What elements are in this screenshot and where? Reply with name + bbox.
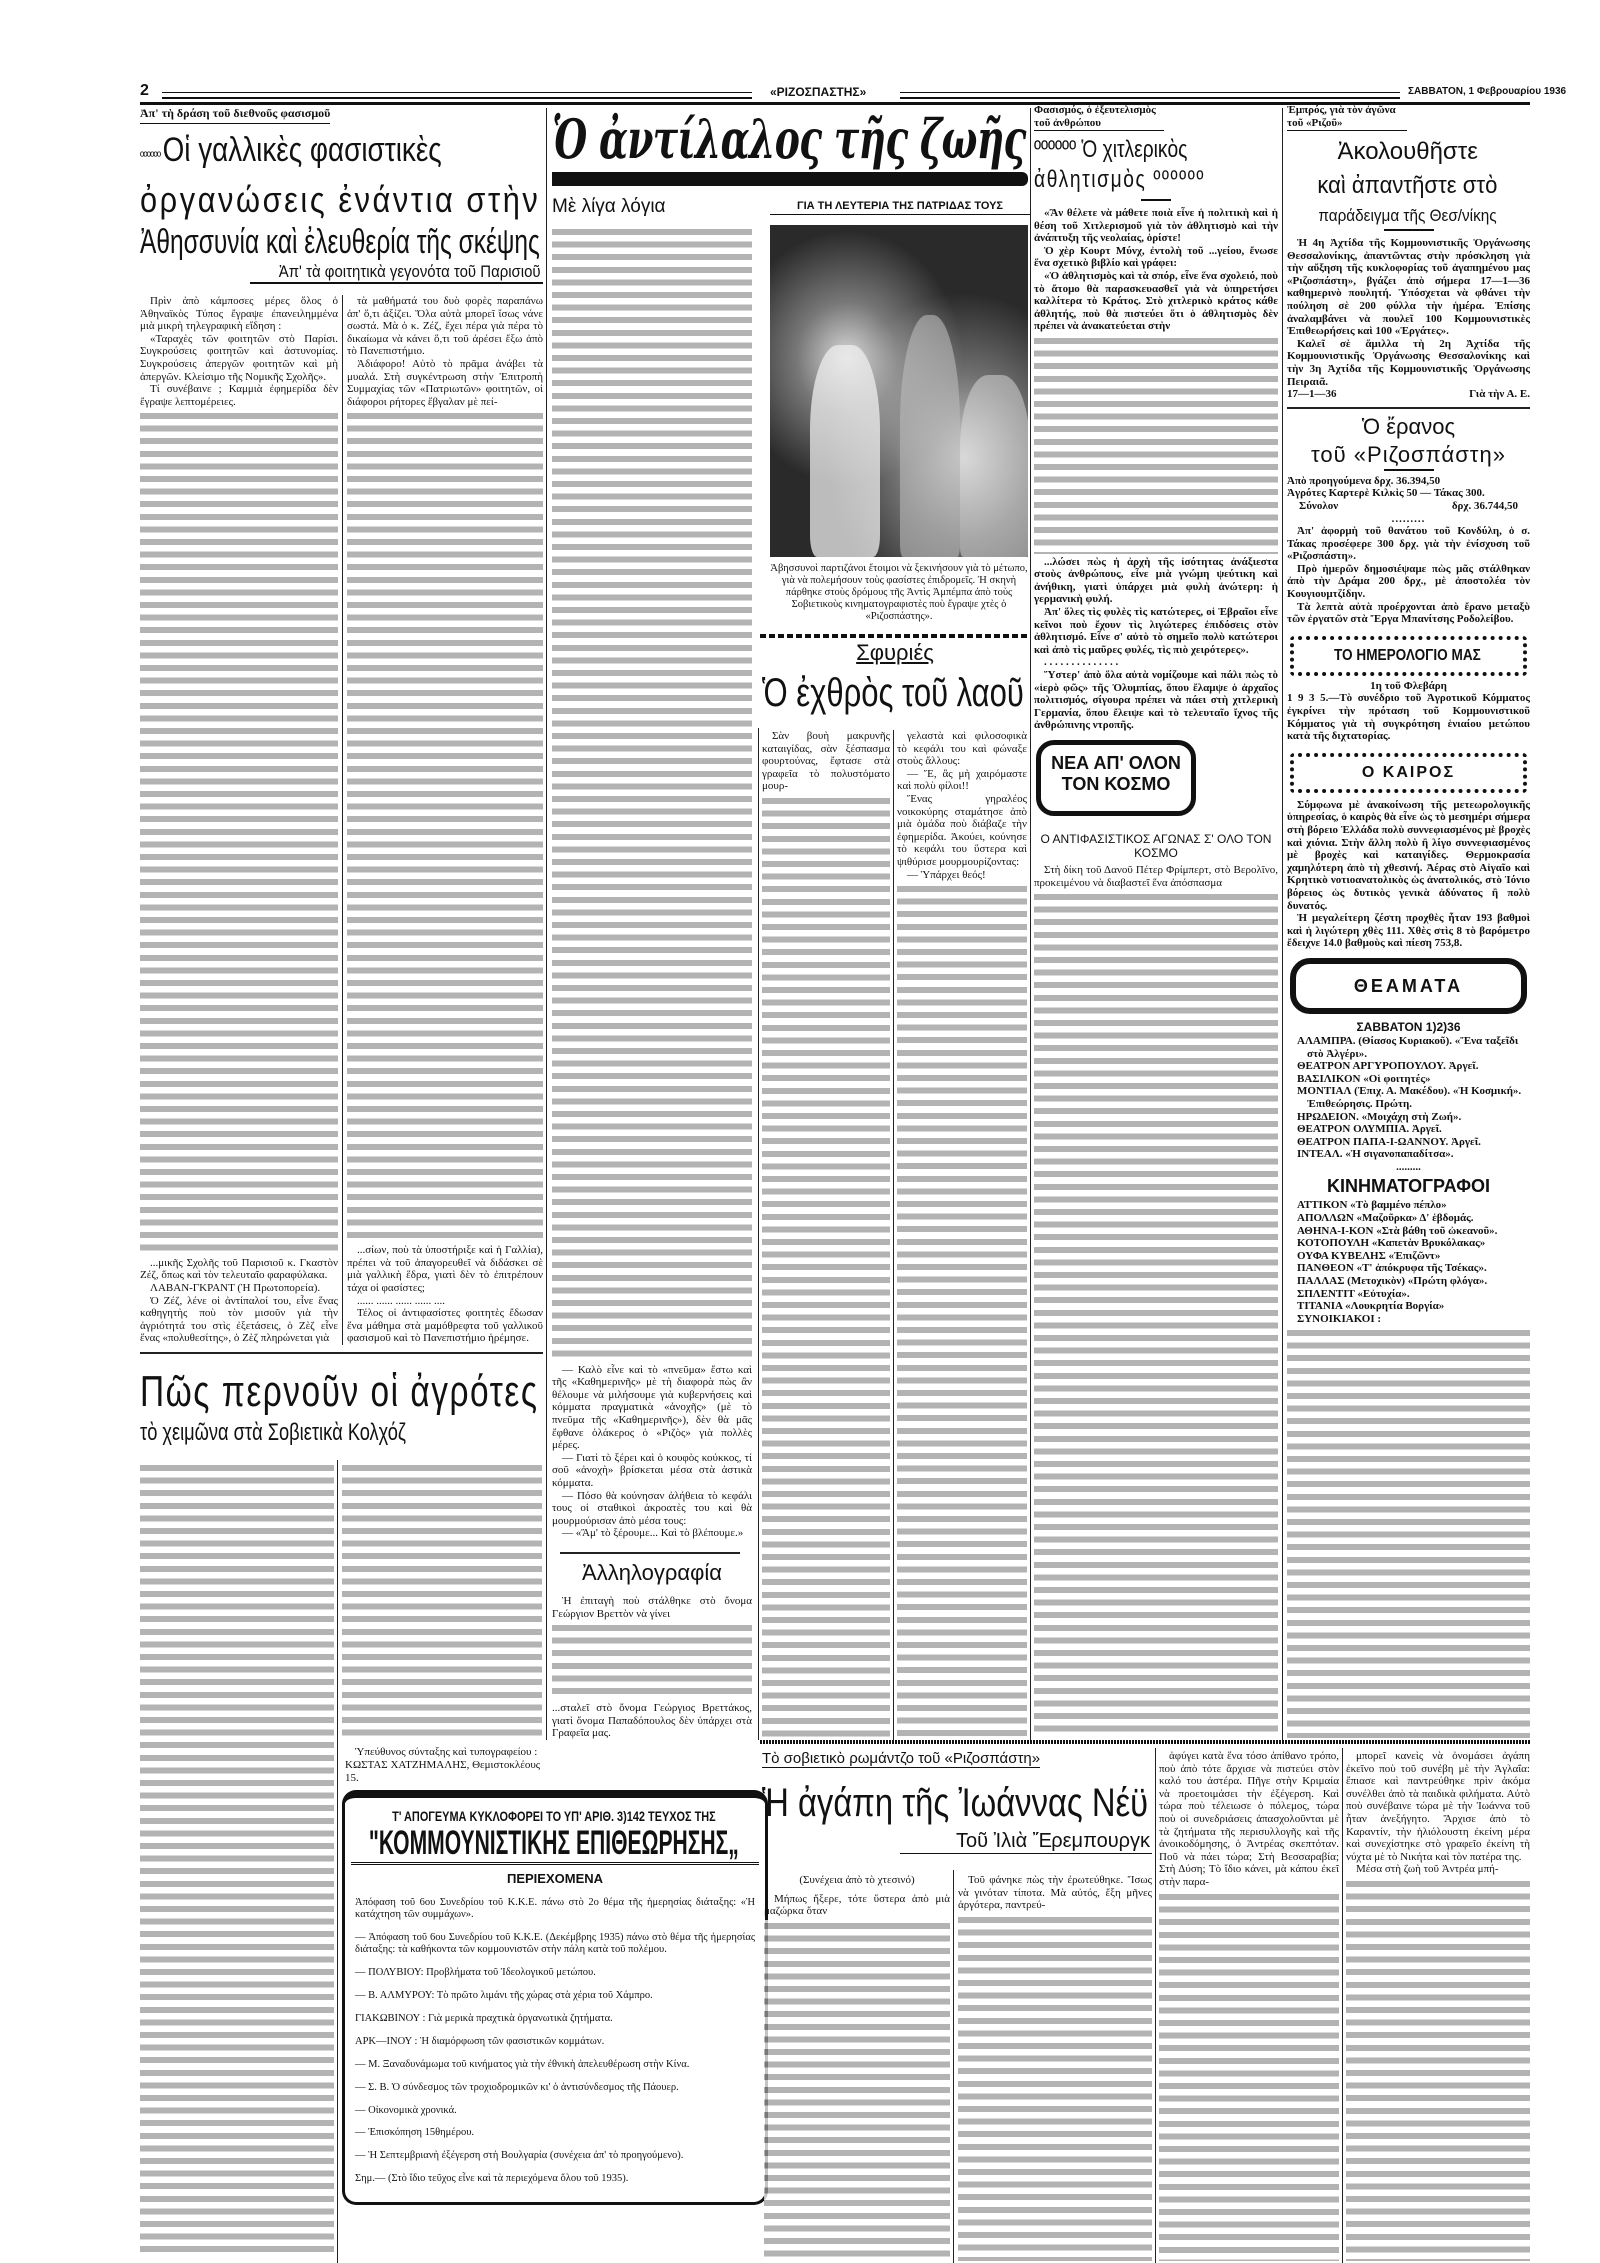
enemy-kicker: Σφυριές [856, 640, 934, 665]
novel-author-row [900, 1830, 1152, 1854]
list-item: ΑΤΤΙΚΟΝ «Τὸ βαμμένο πέπλο» [1297, 1199, 1447, 1212]
list-item: ΙΝΤΕΑΛ. «Ἡ σιγανοπαπαδίτσα». [1297, 1148, 1454, 1161]
headline-line-wrap [140, 128, 442, 178]
advert-contents [345, 1897, 765, 2203]
paragraph: — Ὑπάρχει θεός! [907, 868, 986, 881]
paragraph: Στὴ δίκη τοῦ Δανοῦ Πέτερ Φρίμπερτ, στὸ Βερολῖνο, προκειμένου νὰ διαβαστεῖ ἕνα ἀπόσπασμα [1034, 864, 1278, 889]
paragraph-group [897, 730, 1027, 881]
photo-figure [960, 375, 1028, 557]
calendar-box [1290, 636, 1527, 676]
paragraph-group [1287, 1035, 1530, 1161]
paragraph: Ἕνας γηραλέος νοικοκύρης σταμάτησε ἀπὸ μιὰ ὁμάδα ποὺ διάβαζε τὴν ἐφημερίδα. Ἀκούει, κούνησε τὸ κεφάλι του ὕστερα καὶ ψιθύρισε μουρμουρίζοντας: [897, 792, 1027, 868]
text-body [1159, 1891, 1339, 2261]
paragraph: τὰ μαθήματά του δυὸ φορὲς παραπάνω ἀπ' ὅ,τι ἀξίζει. Ὅλα αὐτὰ μπορεῖ ἴσως νάνε σωστά. Μὰ ὁ κ. Ζέζ, ἔχει πέρα γιὰ πέρα τὸ δικαίωμα νὰ κάνει ὅ,τι τοῦ ἀρέσει ἔξω ἀπὸ τὸ Πανεπιστήμιο. [347, 295, 543, 358]
novel-col4 [1346, 1750, 1530, 2263]
list-item: ΘΕΑΤΡΟΝ ΟΛΥΜΠΙΑ. Ἀργεῖ. [1297, 1123, 1442, 1136]
page-header [140, 82, 1567, 105]
paragraph: — «Ἄμ' τὸ ξέρουμε... Καὶ τὸ βλέπουμε.» [562, 1527, 744, 1540]
title-rule [1384, 469, 1434, 471]
photo-heading: ΓΙΑ ΤΗ ΛΕΥΤΕΡΙΑ ΤΗΣ ΠΑΤΡΙΔΑΣ ΤΟΥΣ [770, 200, 1030, 215]
advert-line-1-row [351, 1808, 759, 1824]
paragraph-group [958, 1874, 1152, 1912]
masthead: «ΡΙΖΟΣΠΑΣΤΗΣ» [770, 85, 867, 99]
paragraph-group [1034, 556, 1278, 732]
paragraph: Ὁ Ζέζ, λένε οἱ ἀντίπαλοί του, εἶνε ἕνας καθηγητὴς ποὺ τὸν μισοῦν γιὰ τὴν ἀγριότητά του στὶς ἐξετάσεις, ὁ Ζὲζ εἶνε ἕνας «πολυθεσίτης», ὁ Ζὲζ πληρώνεται γιὰ [140, 1294, 338, 1345]
paragraph: μπορεῖ κανεὶς νὰ ὀνομάσει ἀγάπη ἐκεῖνο ποὺ τοῦ συνέβη μὲ τὴν Ἀγλαΐα: ἔπιασε καὶ παντρεύθηκε πρὶν ἀκόμα συνέλθει ἀπὸ τὰ παιδικὰ φιλήματα. Αὐτὸ ποὺ συνέβαινε τώρα μὲ τὴν Ἰωάννα τοῦ ἦταν ἀνεξήγητο. Ἄρχισε ἀπὸ τὸ Καραντίν, τὴν ἡλιόλουστη ἐκείνη μέρα καὶ συνεχίστηκε στὸ γραφεῖο ἐκείνη τὴ νύχτα μὲ τὸ Νικήτα καὶ τὸν πατέρα της. [1346, 1750, 1530, 1863]
calendar-text: 1 9 3 5.—Τὸ συνέδριο τοῦ Ἀγροτικοῦ Κόμματος ἐγκρίνει τὴν πρόταση τοῦ Κομμουνιστικοῦ Κόμματος γιὰ τὴ συγκρότηση ἑνιαίου μετώπου κατὰ τῆς διχτατορίας. [1287, 692, 1530, 743]
text-body [897, 883, 1027, 1738]
correspondence-col [552, 1595, 752, 1740]
paragraph: ΛΑΒΑΝ-ΓΚΡΑΝΤ (Ἡ Πρωτοπορεία). [150, 1282, 321, 1295]
paragraph-group [762, 730, 890, 793]
column-rule [758, 728, 759, 1740]
paragraph: Ἀπόφαση τοῦ 6ου Συνεδρίου τοῦ Κ.Κ.Ε. πάνω στὸ 2ο θέμα τῆς ἡμερησίας διάταξης: «Ἡ κατάχτηση τῶν συμμάχων». [355, 1896, 755, 1920]
photo-figure [900, 315, 960, 557]
paragraph: Τέλος οἱ ἀντιφασίστες φοιτητὲς ἔδωσαν ἕνα μάθημα στὰ μαμόθρεφτα τοῦ γαλλικοῦ φασισμοῦ καὶ τὸ Πανεπιστήμιο ἡρέμησε. [347, 1307, 543, 1345]
list-item: ΑΠΟΛΛΩΝ «Μαζοῦρκα» Δ' ἑβδομάς. [1297, 1212, 1474, 1225]
imprint: Ὑπεύθυνος σύνταξης καὶ τυπογραφείου : ΚΩΣΤΑΣ ΧΑΤΖΗΜΑΛΗΣ, Θεμιστοκλέους 15. [345, 1746, 541, 1784]
paragraph: Σύμφωνα μὲ ἀνακοίνωση τῆς μετεωρολογικῆς ὑπηρεσίας, ὁ καιρὸς θὰ εἶνε ὡς τὸ μεσημέρι σήμερα στὴ βόρειο Ἑλλάδα πολὺ συννεφιασμένος μὲ βροχὲς καὶ χιόνια. Στὴν ἄλλη πολὺ ἢ λίγο συννεφιασμένος μὲ βροχὲς καὶ καταιγίδες. Θερμοκρασία χαμηλότερη ἀπὸ τὴ χθεσινή. Ἀέρας στὸ Αἰγαῖο καὶ Κρητικὸ νοτιοανατολικὸς ὡς ἀνατολικός, στὸ Ἰόνιο βόρειος ὡς δυτικὸς γενικὰ ἀδύνατος ἢ πολὺ δυνατός. [1287, 798, 1530, 912]
french-article-kicker: Ἀπ' τὴ δράση τοῦ διεθνοῦς φασισμοῦ [140, 106, 330, 124]
paragraph: — Μ. Ξαναδυνάμωμα τοῦ κινήματος γιὰ τὴν ἐθνικὴ ἀπελευθέρωση στὴν Κίνα. [355, 2058, 690, 2070]
kolkhoz-col2 [342, 1460, 542, 1738]
headline-line: τὸ χειμῶνα στὰ Σοβιετικὰ Κολχόζ [140, 1419, 406, 1446]
paragraph: — Καλὸ εἶνε καὶ τὸ «πνεῦμα» ἔστω καὶ τῆς «Καθημερινῆς» μὲ τὴ διαφορὰ πὼς ἂν θέλουμε νὰ μιλήσουμε γιὰ κυβερνήσεις καὶ κόμματα πραγματικὰ «ἀνοχῆς» (μὲ τὸ πνεῦμα τῆς «Καθημερινῆς»), δὲν θὰ μᾶς ἔφθανε ὁλάκερος ὁ «Ριζὸς» γιὰ πολλὲς μέρες. [552, 1363, 752, 1452]
header-rule-right [900, 92, 1400, 99]
section-rule [1287, 407, 1530, 409]
list-item: ΘΕΑΤΡΟΝ ΠΑΠΑ-Ι-ΩΑΝΝΟΥ. Ἀργεῖ. [1297, 1135, 1481, 1148]
paragraph: «Ὁ ἀθλητισμὸς καὶ τὰ σπόρ, εἶνε ἕνα σχολειό, ποὺ τὸ ἄτομο θὰ παρασκευασθεῖ γιὰ νὰ ὑπηρετήσει καλλίτερα τὸ Κράτος. Στὸ χιτλερικὸ κράτος κάθε ἀθλητής, ποὺ θὰ πιστεύει ὅτι ὁ ἀθλητισμὸς δὲν πρέπει νὰ ἀνακατεύεται στὴν [1034, 269, 1278, 333]
dots-separator: ......... [1396, 1160, 1421, 1173]
main-title-text: Ὁ ἀντίλαλος τῆς ζωῆς [552, 107, 1026, 171]
french-article-headline [140, 128, 542, 262]
fund-total-label: Σύνολον [1299, 499, 1339, 512]
paragraph: Τί συνέβαινε ; Καμμιὰ ἐφημερίδα δὲν ἔγραψε λεπτομέρειες. [140, 383, 338, 408]
text-body [552, 226, 752, 1362]
short-words-title: Μὲ λίγα λόγια [552, 196, 666, 217]
main-title-row [552, 104, 1028, 174]
text-body [1034, 891, 1278, 1738]
fund-body [1287, 475, 1530, 626]
headline-line: Πῶς περνοῦν οἱ ἀγρότες [140, 1367, 539, 1416]
text-body [958, 1914, 1152, 2261]
paragraph: — Γιατὶ τὸ ξέρει καὶ ὁ κουφὸς κούκκος, τί σοῦ «ἀνοχὴ» βρίσκεται μέσα στὰ ἀστικὰ κόμματα. [552, 1451, 752, 1490]
weather-title: Ο ΚΑΙΡΟΣ [1361, 763, 1456, 781]
section-rule [560, 1552, 740, 1554]
ornament-circles: ºººººº [140, 148, 163, 164]
paragraph: Ὕστερ' ἀπὸ ὅλα αὐτὰ νομίζουμε καὶ πάλι πὼς τὸ «ἱερὸ φῶς» τῆς Ὀλυμπίας, ὅπου ἔλαμψε ὁ ἀρχαῖος πολιτισμός, σίγουρα πρέπει νὰ πάει στὴ χιτλερικὴ Γερμανία, ὅπου ἔλειψε καὶ τὸ τελευταῖο ἴχνος τῆς ἀνθρώπινης ντροπῆς. [1034, 669, 1278, 732]
paragraph: — Β. ΑΛΜΥΡΟΥ: Τὸ πρῶτο λιμάνι τῆς χώρας στὰ χέρια τοῦ Χάμπρο. [355, 1990, 653, 2002]
paragraph: — Ἔ, ἂς μὴ χαιρόμαστε καὶ πολὺ φίλοι!! [897, 767, 1027, 793]
list-item: ΗΡΩΔΕΙΟΝ. «Μοιχάχη στὴ Ζωή». [1297, 1110, 1462, 1123]
french-article-col1 [140, 295, 338, 1345]
advert-contents-title: ΠΕΡΙΕΧΟΜΕΝΑ [506, 1871, 604, 1886]
cinemas-title: ΚΙΝΗΜΑΤΟΓΡΑΦΟΙ [1327, 1176, 1490, 1197]
enemy-title: Ὁ ἐχθρὸς τοῦ λαοῦ [762, 671, 1024, 715]
paragraph-group [140, 1257, 338, 1345]
paragraph-group [1287, 525, 1530, 626]
title-row [1287, 169, 1530, 203]
headline-row [140, 128, 542, 178]
paragraph-group [1287, 1199, 1530, 1325]
list-item: ΠΑΛΛΑΣ (Μετοχικὸν) «Πρώτη φλόγα». [1297, 1275, 1488, 1288]
paragraph-group [1034, 207, 1278, 333]
list-item: ΒΑΣΙΛΙΚΟΝ «Οἱ φοιτητές» [1297, 1072, 1431, 1085]
text-body [764, 1920, 950, 2261]
column-rule [337, 1460, 338, 2263]
paragraph: Τοῦ φάνηκε πὼς τὴν ἐρωτεύθηκε. Ἴσως νὰ γινόταν τίποτα. Μὰ αὐτός, ἕξη μῆνες ἀργότερα, παντρεύ- [958, 1874, 1152, 1912]
paragraph: ...σταλεῖ στὸ ὄνομα Γεώργιος Βρεττάκος, γιατὶ ὄνομα Παπαδόπουλος δὲν ὑπάρχει στὰ Γραφεῖα μας. [552, 1702, 752, 1740]
text-body [347, 410, 543, 1242]
fund-total [1287, 500, 1530, 513]
calendar-title: ΤΟ ΗΜΕΡΟΛΟΓΙΟ ΜΑΣ [1333, 646, 1481, 664]
paragraph: Ὁ χὲρ Κουρτ Μύνχ, ἐντολὴ τοῦ ...γείου, ἔνωσε ἕνα σχετικὸ βιβλίο καὶ γράφει: [1034, 244, 1278, 270]
novel-top-rule [760, 1740, 1530, 1744]
paragraph: Ἀδιάφορο! Αὐτὸ τὸ πρᾶμα ἀνάβει τὰ μυαλά. Στὴ συγκέντρωση στὴν Ἐπιτροπὴ Συμμαχίας τῶν «Πατριωτῶν» φοιτητῶν, οἱ διάφοροι ρήτορες ἔβγαλαν μὲ πεί- [347, 357, 543, 408]
enemy-col1 [762, 730, 890, 1740]
paragraph-group [1346, 1750, 1530, 1876]
column-rule [893, 730, 894, 1740]
paragraph-group [1159, 1750, 1339, 1889]
fund-entries: Ἀγρότες Καρτερὲ Κιλκὶς 50 — Τάκας 300. [1287, 487, 1485, 500]
weather-box [1290, 753, 1527, 793]
paragraph-group [347, 295, 543, 408]
page-number: 2 [140, 82, 149, 99]
fund-total-value: δρχ. 36.744,50 [1451, 499, 1518, 512]
text-body [552, 1622, 752, 1700]
text-body [1287, 1327, 1530, 1738]
calendar-date: 1η τοῦ Φλεβάρη [1370, 679, 1447, 692]
novel-col1 [764, 1874, 950, 2263]
dots-separator: ......... [1391, 512, 1426, 525]
paragraph-group [1287, 799, 1530, 950]
world-news-section [1034, 832, 1278, 1740]
text-body [140, 410, 338, 1255]
issue-date: ΣΑΒΒΑΤΟΝ, 1 Φεβρουαρίου 1936 [1408, 86, 1567, 97]
novel-title-row [762, 1778, 1150, 1828]
kicker-text: Ἐμπρός, γιὰ τὸν ἀγῶνα τοῦ «Ριζοῦ» [1287, 104, 1396, 129]
right-column [1287, 104, 1530, 1740]
world-news-box [1036, 740, 1196, 816]
column-rule [1030, 108, 1031, 1740]
text-body [1346, 1878, 1530, 2261]
headline-line: Ἀθησσυνία καὶ ἐλευθερία τῆς σκέψης [140, 223, 540, 261]
column-rule [1155, 1748, 1156, 2263]
paragraph: Πρὸ ἡμερῶν δημοσιέψαμε πὼς μᾶς στάλθηκαν ἀπὸ τὴν Δράμα 200 δρχ., μὲ ἀποστολέα τὸν Κουγιουμτζίδην. [1287, 562, 1530, 601]
list-item: ΜΟΝΤΙΑΛ (Ἐπιχ. Α. Μακέδου). «Ἡ Κοσμική». Ἐπιθεώρησις. Πρώτη. [1297, 1085, 1522, 1110]
paragraph: Μέσα στὴ ζωὴ τοῦ Ἀντρέα μπή- [1356, 1863, 1499, 1876]
column-rule [1282, 108, 1283, 1740]
paragraph: Ἡ μεγαλείτερη ζέστη προχθὲς ἦταν 193 βαθμοὶ καὶ ἡ λιγώτερη χθὲς 111. Χθὲς στὶς 8 τὸ βαρόμετρο ἔδειχνε 14.0 βαθμοὺς καὶ πίεση 753,8. [1287, 912, 1530, 950]
paragraph: γελαστὰ καὶ φιλοσοφικὰ τὸ κεφάλι του καὶ φώναξε στοὺς ἄλλους: [897, 730, 1027, 768]
hitler-body [1034, 207, 1278, 732]
title-line: ἀθλητισμὸς ºººººº [1034, 166, 1205, 193]
advert-box [342, 1790, 768, 2205]
title-rule [1141, 199, 1171, 201]
hitler-section [1034, 104, 1278, 732]
title-row [1034, 135, 1278, 165]
list-item: ΘΕΑΤΡΟΝ ΑΡΓΥΡΟΠΟΥΛΟΥ. Ἀργεῖ. [1297, 1060, 1479, 1073]
hitler-kicker [1034, 104, 1164, 131]
novel-continued: (Συνέχεια ἀπὸ τὸ χτεσινό) [799, 1874, 915, 1886]
paragraph-group [140, 295, 338, 408]
paragraph: — Πόσο θὰ κούνησαν ἀλήθεια τὸ κεφάλι τους οἱ σταθικοὶ ἀκροατὲς του καὶ θὰ μουρμούρισαν ἀπὸ μέσα τους: [552, 1489, 752, 1527]
world-news-subhead: Ο ΑΝΤΙΦΑΣΙΣΤΙΚΟΣ ΑΓΩΝΑΣ Σ' ΟΛΟ ΤΟΝ ΚΟΣΜΟ [1040, 832, 1272, 860]
title-line: ºººººº Ὁ χιτλερικὸς [1034, 136, 1188, 163]
list-item: ΠΑΝΘΕΟΝ «Τ' ἀπόκρυφα τῆς Τσέκας». [1297, 1262, 1487, 1275]
column-rule [1342, 1748, 1343, 2263]
title-row [1034, 165, 1278, 195]
box-line: ΤΟΝ ΚΟΣΜΟ [1061, 774, 1171, 794]
headline-line: ὀργανώσεις ἐνάντια στὴν [140, 179, 541, 220]
headline-row [140, 1418, 542, 1448]
list-item: ΚΟΤΟΠΟΥΛΗ «Καπετὰν Βρυκόλακας» [1297, 1237, 1486, 1250]
paragraph-group [355, 1897, 755, 2186]
main-title [552, 104, 1028, 194]
header-rule-left [162, 92, 752, 99]
novel-author: Τοῦ Ἰλιὰ Ἔρεμπουργκ [956, 1830, 1151, 1852]
paragraph-group [347, 1244, 543, 1345]
kicker-text: Τὸ σοβιετικὸ ρωμάντζο τοῦ «Ριζοσπάστη» [762, 1750, 1041, 1767]
text-body [342, 1462, 542, 1736]
headline-row [140, 222, 542, 262]
novel-col3 [1159, 1750, 1339, 2263]
title-row [1287, 203, 1530, 229]
paragraph: — ΠΟΛΥΒΙΟΥ: Προβλήματα τοῦ Ἰδεολογικοῦ μετώπου. [355, 1967, 596, 1979]
photo-caption: Ἀβησσυνοὶ παρτιζάνοι ἕτοιμοι νὰ ξεκινήσουν γιὰ τὸ μέτωπο, γιὰ νὰ πολεμήσουν τοὺς φασίστες ἐπιδρομεῖς. Ἡ σκηνὴ πάρθηκε στοὺς δρόμους τῆς Ἀντὶς Ἀμπέμπα ἀπὸ τοὺς Σοβιετικοὺς κινηματογραφιστὲς ποὺ ἔγραψε χτὲς ὁ «Ριζοσπάστης». [770, 563, 1028, 622]
paragraph: — Ἐπισκόπηση 15θημέρου. [355, 2127, 475, 2139]
text-body [762, 795, 890, 1738]
shows-title: ΘΕΑΜΑΤΑ [1353, 975, 1464, 996]
novel-kicker [762, 1750, 1040, 1768]
headline-row [140, 1366, 542, 1418]
follow-title [1287, 135, 1530, 237]
headline-line: Οἱ γαλλικὲς φασιστικὲς [162, 131, 442, 169]
paragraph: Καλεῖ σὲ ἅμιλλα τὴ 2η Ἀχτίδα τῆς Κομμουνιστικῆς Ὀργάνωσης Θεσσαλονίκης καὶ τὴν 3η Ἀχτίδα τῆς Κομμουνιστικῆς Ὀργάνωσης Πειραιᾶ. [1287, 337, 1530, 388]
photo-partisans [770, 225, 1028, 557]
calendar-title-row [1298, 640, 1519, 672]
title-line: Ἀκολουθῆστε [1337, 138, 1478, 165]
text-body [140, 1462, 334, 2258]
list-item: ΑΘΗΝΑ-Ι-ΚΟΝ «Στὰ βάθη τοῦ ὠκεανοῦ». [1297, 1224, 1498, 1237]
advert-line-2: "ΚΟΜΜΟΥΝΙΣΤΙΚΗΣ ΕΠΙΘΕΩΡΗΣΗΣ„ [368, 1824, 739, 1862]
novel-col2 [958, 1874, 1152, 2263]
follow-kicker [1287, 104, 1407, 131]
fund-title [1287, 413, 1530, 475]
paragraph: ἀφύγει κατὰ ἕνα τόσο ἀπίθανο τρόπο, ποὺ ἀπὸ τότε ἄρχισε νὰ πιστεύει στὸν καλό του ἀστέρα. Πῆγε στὴν Κριμαία νὰ προετοιμάσει τὴν ἐξέγερση. Καὶ τώρα ποὺ τέλειωσε ὁ πόλεμος, τώρα ποὺ οἱ συνεδριάσεις ἀπασχολοῦνται μὲ τὰ ζητήματα τῆς περισυλλογῆς καὶ τῆς ἀνοικοδόμησης, ὁ Ἀντρέας σκεπτόταν. Ποῦ νὰ πάει τώρα; Στὴ Βεσσαραβία; Στὴ Δύση; Τὸ ἴδιο κάνει, μὰ κάπου ἐκεῖ στὴν παρα- [1159, 1750, 1339, 1888]
list-item: ΤΙΤΑΝΙΑ «Λουκρητία Βοργία» [1297, 1300, 1445, 1313]
kolkhoz-col1 [140, 1460, 334, 2260]
dotted-separator [760, 634, 1028, 638]
paragraph: Σὰν βουὴ μακρυνῆς καταιγίδας, σὰν ξέσπασμα φουρτούνας, ἔφτασε στὰ γραφεῖα τὸ πολυστόματο μουρ- [762, 730, 890, 793]
paragraph-group [1034, 864, 1278, 889]
title-line: παράδειγμα τῆς Θεσ/νίκης [1318, 206, 1497, 225]
paragraph: Ἡ 4η Ἀχτίδα τῆς Κομμουνιστικῆς Ὀργάνωσης Θεσσαλονίκης, ἀπαντῶντας στὴν πρόσκληση γιὰ τὴν αὔξηση τῆς κυκλοφορίας τοῦ ἀγαπημένου μας «Ριζοσπάστη», βγάζει ἀπὸ σήμερα 17—1—36 καθημερινὸ πουλητή. Ὑπόσχεται νὰ φθάνει τὴν πούληση σὲ 200 φύλλα τὴν ἡμέρα. Ἐπίσης ἀναλαμβάνει νὰ πουλεῖ 100 Κομμουνιστικὲς Ἐπιθεωρήσεις καὶ 100 «Ἐργάτες». [1287, 237, 1530, 338]
list-item: ΑΛΑΜΠΡΑ. (Θίασος Κυριακοῦ). «Ἕνα ταξεῖδι στὸ Ἀλγέρι». [1297, 1034, 1519, 1060]
french-article-col2 [347, 295, 543, 1345]
photo-figure [810, 345, 880, 557]
paragraph: — Οἰκονομικὰ χρονικά. [355, 2104, 457, 2116]
title-line: καὶ ἀπαντῆστε στὸ [1317, 172, 1498, 199]
hitler-title [1034, 135, 1278, 207]
paragraph-group [552, 1364, 752, 1540]
shows-date: ΣΑΒΒΑΤΟΝ 1)2)36 [1356, 1019, 1461, 1034]
enemy-col2 [897, 730, 1027, 1740]
paragraph: «Ταραχὲς τῶν φοιτητῶν στὸ Παρίσι. Συγκρούσεις φοιτητῶν καὶ ἀστυνομίας. Συγκρούσεις ἀπεργῶν φοιτητῶν καὶ μὴ ἀπεργῶν. Κλείσιμο τῆς Νομικῆς Σχολῆς». [140, 332, 338, 383]
fund-previous: Ἀπὸ προηγούμενα δρχ. 36.394,50 [1287, 474, 1441, 487]
title-row [1287, 135, 1530, 169]
follow-signoff [1287, 388, 1530, 401]
kolkhoz-headline [140, 1366, 542, 1448]
kicker-text: Φασισμός, ὁ ἐξευτελισμὸς τοῦ ἀνθρώπου [1034, 104, 1156, 129]
short-words-col [552, 224, 752, 1540]
paragraph: ...σίων, ποὺ τὰ ὑποστήριξε καὶ ἡ Γαλλία), πρέπει νὰ τοῦ ἀπαγορευθεῖ νὰ διδάσκει σὲ μιὰ γαλλικὴ ἕδρα, γιατὶ δὲν τὸ ἐπιτρέπουν τάχα οἱ φασίστες; [347, 1244, 543, 1295]
follow-date: 17—1—36 [1287, 388, 1337, 401]
text-body [1034, 335, 1278, 554]
title-rule [1384, 229, 1434, 231]
paragraph: Πρὶν ἀπὸ κάμποσες μέρες ὅλος ὁ Ἀθηναϊκὸς Τύπος ἔγραψε ἐπανειλημμένα μιὰ μικρὴ τηλεγραφικὴ εἴδηση : [140, 295, 338, 333]
french-article-subheadline [250, 262, 543, 284]
title-line: τοῦ «Ριζοσπάστη» [1311, 441, 1506, 467]
column-rule [546, 108, 547, 1740]
enemy-title-row [762, 668, 1026, 718]
paragraph: ΓΙΑΚΩΒΙΝΟΥ : Γιὰ μερικὰ πραχτικὰ ὀργανωτικὰ ζητήματα. [355, 2012, 613, 2024]
correspondence-title: Ἀλληλογραφία [582, 1560, 722, 1585]
paragraph: ΑΡΚ—ΙΝΟΥ : Ἡ διαμόρφωση τῶν φασιστικῶν κομμάτων. [355, 2035, 605, 2047]
follow-signature: Γιὰ τὴν Α. Ε. [1469, 388, 1530, 401]
weather-body [1287, 799, 1530, 950]
paragraph: ...μικῆς Σχολῆς τοῦ Παρισιοῦ κ. Γκαστὸν Ζέζ, ὅπως καὶ τὸν τελευταῖο φαραφύλακα. [140, 1256, 338, 1282]
paragraph: — Ἀπόφαση τοῦ 6ου Συνεδρίου τοῦ Κ.Κ.Ε. (Δεκέμβρης 1935) πάνω στὸ θέμα τῆς ἡμερησίας διάταξης: τὰ καθήκοντα τῶν κομμουνιστῶν στὴν πάλη κατὰ τοῦ πολέμου. [355, 1931, 755, 1956]
paragraph: Σημ.— (Στὸ ἴδιο τεῦχος εἶνε καὶ τὰ περιεχόμενα ὅλου τοῦ 1935). [355, 2173, 629, 2185]
theatre-list [1287, 1035, 1530, 1325]
novel-title: Ἡ ἀγάπη τῆς Ἰωάννας Νέϋ [762, 1781, 1149, 1825]
paragraph: «Ἂν θέλετε νὰ μάθετε ποιὰ εἶνε ἡ πολιτικὴ καὶ ἡ θέση τοῦ Χιτλερισμοῦ γιὰ τὸν ἀθλητισμὸ καὶ τὴν ἀνάπτυξη τῆς νεολαίας, ὁρίστε! [1034, 207, 1278, 245]
paragraph-group [764, 1893, 950, 1918]
list-item: ΟΥΦΑ ΚΥΒΕΛΗΣ «Ἐπιζῶντ» [1297, 1249, 1441, 1262]
paragraph: ...λώσει πὼς ἡ ἀρχὴ τῆς ἰσότητας ἀνάξιεστα στοὺς ἀνθρώπους, εἶνε μιὰ γνώμη ψεύτικη καὶ ἀνήθικη, γιατὶ ὑπάρχει μιὰ φυλὴ ἀνώτερη: ἡ γερμανικὴ φυλή. [1034, 555, 1278, 606]
section-rule [140, 1352, 543, 1354]
box-line: ΝΕΑ ΑΠ' ΟΛΟΝ [1051, 753, 1181, 773]
follow-body [1287, 237, 1530, 401]
advert-line-2-row [351, 1824, 759, 1865]
list-item: ΣΥΝΟΙΚΙΑΚΟΙ : [1297, 1312, 1382, 1325]
paragraph: Μήπως ἤξερε, τότε ὕστερα ἀπὸ μιὰ μαζώρκα ὅταν [764, 1892, 950, 1918]
list-item: ΣΠΛΕΝΤΙΤ «Εὐτυχία». [1297, 1287, 1410, 1300]
paragraph: Τὰ λεπτὰ αὐτὰ προέρχονται ἀπὸ ἔρανο μεταξὺ τῶν ἐργατῶν στὰ Ἔργα Μπανίτσης Ροδολείβου. [1287, 600, 1530, 626]
paragraph: Ἡ ἐπιταγὴ ποὺ στάλθηκε στὸ ὄνομα Γεώργιον Βρεττὸν νὰ γίνει [552, 1595, 752, 1620]
paragraph: Ἀπ' ὅλες τὶς φυλὲς τὶς κατώτερες, οἱ Ἑβραῖοι εἶνε κεῖνοι ποὺ ἔχουν τὶς λιγώτερες ἐπιδόσεις στὸν ἀθλητισμό. Εἶνε σ' αὐτὸ τὸ σημεῖο πολὺ κατώτεροι καὶ ἀπὸ τὶς μαῦρες φυλές, τὶς πιὸ χειρότερες». [1034, 606, 1278, 656]
title-line: Ὁ ἔρανος [1361, 413, 1456, 439]
paragraph: — Ἡ Σεπτεμβριανὴ ἐξέγερση στὴ Βουλγαρία (συνέχεια ἀπ' τὸ προηγούμενο). [355, 2150, 684, 2162]
paragraph: . . . . . . . . . . . . . . [1044, 656, 1119, 669]
advert-line-1: Τ' ΑΠΟΓΕΥΜΑ ΚΥΚΛΟΦΟΡΕΙ ΤΟ ΥΠ' ΑΡΙΘ. 3)142 ΤΕΥΧΟΣ ΤΗΣ [392, 1808, 716, 1824]
headline-row [140, 178, 542, 222]
paragraph-group [1287, 237, 1530, 388]
paragraph: ...... ...... ...... ...... .... [357, 1294, 445, 1307]
main-title-bar [552, 172, 1028, 186]
paragraph: Ἀπ' ἀφορμὴ τοῦ θανάτου τοῦ Κονδύλη, ὁ σ. Τάκας προσέφερε 300 δρχ. γιὰ τὴν ἐνίσχυση τοῦ «Ριζοσπάστη». [1287, 525, 1530, 563]
paragraph: — Σ. Β. Ὁ σύνδεσμος τῶν τροχιοδρομικῶν κι' ὁ ἀντισύνδεσμος τῆς Πάουερ. [355, 2081, 679, 2093]
column-rule [953, 1870, 954, 2263]
column-rule [342, 295, 343, 1345]
subheadline-text: Ἀπ' τὰ φοιτητικὰ γεγονότα τοῦ Παρισιοῦ [278, 262, 541, 281]
shows-box [1290, 958, 1527, 1014]
